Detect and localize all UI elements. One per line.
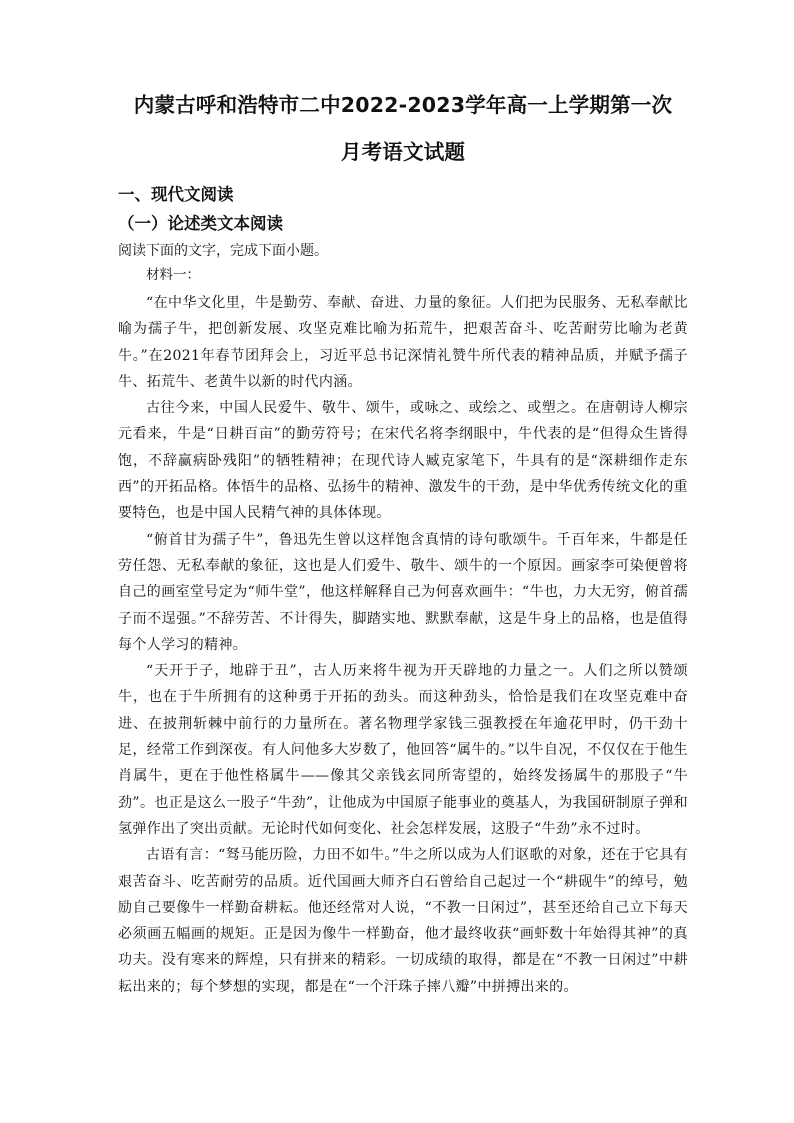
paragraph-1: “在中华文化里，牛是勤劳、奉献、奋进、力量的象征。人们把为民服务、无私奉献比喻为孺子牛，把创新发展、攻坚克难比喻为拓荒牛，把艰苦奋斗、吃苦耐劳比喻为老黄牛。”在2021年春节团拜会上，习近平总书记深情礼赞牛所代表的精神品质，并赋予孺子牛、拓荒牛、老黄牛以新的时代内涵。: [118, 295, 688, 390]
material-label: 材料一：: [146, 267, 200, 283]
document-title-line-2: 月考语文试题: [340, 140, 466, 164]
section-heading-modern-reading: 一、现代文阅读: [118, 185, 234, 204]
paragraph-2: 古往今来，中国人民爱牛、敬牛、颂牛，或咏之、或绘之、或塑之。在唐朝诗人柳宗元看来，牛是“日耕百亩”的勤劳符号；在宋代名将李纲眼中，牛代表的是“但得众生皆得饱，不辞赢病卧残阳”的牺牲精神；在现代诗人臧克家笔下，牛具有的是“深耕细作走东西”的开拓品格。体悟牛的品格、弘扬牛的精神、激发牛的干劲，是中华优秀传统文化的重要特色，也是中国人民精气神的具体体现。: [118, 400, 688, 522]
document-title-line-1: 内蒙古呼和浩特市二中2022-2023学年高一上学期第一次: [133, 93, 673, 117]
paragraph-4: “天开于子，地辟于丑”，古人历来将牛视为开天辟地的力量之一。人们之所以赞颂牛，也在于牛所拥有的这种勇于开拓的劲头。而这种劲头，恰恰是我们在攻坚克难中奋进、在披荆斩棘中前行的力量所在。著名物理学家钱三强教授在年逾花甲时，仍干劲十足，经常工作到深夜。有人问他多大岁数了，他回答“属牛的。”以牛自况，不仅仅在于他生肖属牛，更在于他性格属牛——像其父亲钱玄同所寄望的，始终发扬属牛的那股子“牛劲”。也正是这么一股子“牛劲”，让他成为中国原子能事业的奠基人，为我国研制原子弹和氢弹作出了突出贡献。无论时代如何变化、社会怎样发展，这股子“牛劲”永不过时。: [118, 663, 688, 837]
paragraph-3: “俯首甘为孺子牛”，鲁迅先生曾以这样饱含真情的诗句歌颂牛。千百年来，牛都是任劳任怨、无私奉献的象征，这也是人们爱牛、敬牛、颂牛的一个原因。画家李可染便曾将自己的画室堂号定为“师牛堂”，他这样解释自己为何喜欢画牛：“牛也，力大无穷，俯首孺子而不逞强。”不辞劳苦、不计得失，脚踏实地、默默奉献，这是牛身上的品格，也是值得每个人学习的精神。: [118, 531, 688, 653]
reading-instruction: 阅读下面的文字，完成下面小题。: [118, 243, 328, 259]
paragraph-5: 古语有言：“驽马能历险，力田不如牛。”牛之所以成为人们讴歌的对象，还在于它具有艰苦奋斗、吃苦耐劳的品质。近代国画大师齐白石曾给自己起过一个“耕砚牛”的绰号，勉励自己要像牛一样勤奋耕耘。他还经常对人说，“不教一日闲过”，甚至还给自己立下每天必须画五幅画的规矩。正是因为像牛一样勤奋，他才最终收获“画虾数十年始得其神”的真功夫。没有寒来的辉煌，只有拼来的精彩。一切成绩的取得，都是在“不教一日闲过”中耕耘出来的；每个梦想的实现，都是在“一个汗珠子摔八瓣”中拼搏出来的。: [118, 847, 688, 995]
section-heading-argument-reading: （一）论述类文本阅读: [118, 214, 283, 233]
